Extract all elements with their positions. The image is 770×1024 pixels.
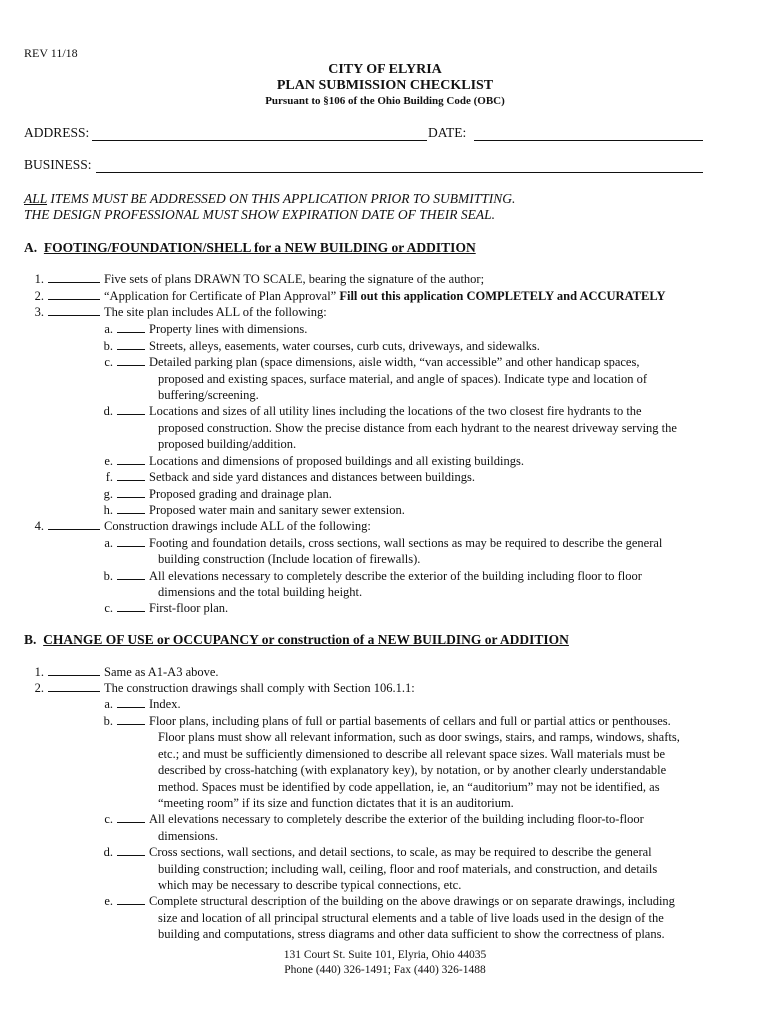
b2-sub-d: d. Cross sections, wall sections, and detail sections, to scale, as may be required to describe the general bbox=[103, 845, 652, 859]
a3-sub-f: f. Setback and side yard distances and distances between buildings. bbox=[105, 470, 475, 484]
b2-sub-b-cont: described by cross-hatching (with explanatory key), by notation, or by another clearly understandable bbox=[158, 763, 667, 777]
footer bbox=[0, 948, 770, 978]
b2-sub-d-cont: which may be necessary to describe typical connections, etc. bbox=[158, 878, 462, 892]
a4b-check-blank[interactable] bbox=[117, 568, 145, 580]
a3-sub-c-cont: buffering/screening. bbox=[158, 388, 259, 402]
section-a-heading: A. FOOTING/FOUNDATION/SHELL for a NEW BUILDING or ADDITION bbox=[24, 240, 476, 255]
b2c-check-blank[interactable] bbox=[117, 811, 145, 823]
a3g-check-blank[interactable] bbox=[117, 486, 145, 498]
a3b-check-blank[interactable] bbox=[117, 338, 145, 350]
revision-label: REV 11/18 bbox=[24, 46, 78, 60]
b2-sub-c-cont: dimensions. bbox=[158, 829, 219, 843]
b2-sub-b: b. Floor plans, including plans of full or partial basements of cellars and full or partial attics or penthouses. bbox=[103, 714, 671, 728]
a3e-check-blank[interactable] bbox=[117, 453, 145, 465]
a-item-2: 2. “Application for Certificate of Plan Approval” Fill out this application COMPLETELY and ACCURATELY bbox=[34, 289, 666, 303]
a4-sub-b: b. All elevations necessary to completely describe the exterior of the building including floor to floor bbox=[103, 569, 642, 583]
b-item-1: 1. Same as A1-A3 above. bbox=[34, 665, 219, 679]
b2-sub-c: c. All elevations necessary to completely describe the exterior of the building including floor-to-floor bbox=[104, 812, 644, 826]
a4a-check-blank[interactable] bbox=[117, 535, 145, 547]
footer-phone: Phone (440) 326-1491; Fax (440) 326-1488 bbox=[284, 964, 486, 976]
checklist-title: PLAN SUBMISSION CHECKLIST bbox=[276, 78, 494, 93]
a3-sub-b: b. Streets, alleys, easements, water courses, curb cuts, driveways, and sidewalks. bbox=[103, 339, 540, 353]
a3-sub-d: d. Locations and sizes of all utility lines including the locations of the two closest fire hydrants to the bbox=[103, 404, 642, 418]
notice-line-1: ALL ITEMS MUST BE ADDRESSED ON THIS APPLICATION PRIOR TO SUBMITTING. bbox=[24, 191, 516, 206]
a3-sub-g: g. Proposed grading and drainage plan. bbox=[103, 487, 332, 501]
a3a-check-blank[interactable] bbox=[117, 321, 145, 333]
a3-sub-c: c. Detailed parking plan (space dimensions, aisle width, “van accessible” and other handicap spaces, bbox=[104, 355, 640, 369]
a4-sub-a: a. Footing and foundation details, cross sections, wall sections as may be required to describe the general bbox=[104, 536, 663, 550]
b2-sub-a: a. Index. bbox=[104, 697, 181, 711]
a3f-check-blank[interactable] bbox=[117, 469, 145, 481]
a-item-3: 3. The site plan includes ALL of the following: bbox=[34, 305, 327, 319]
a4c-check-blank[interactable] bbox=[117, 600, 145, 612]
a4-check-blank[interactable] bbox=[48, 518, 100, 530]
a4-sub-a-cont: building construction (Include location of firewalls). bbox=[158, 552, 421, 566]
b2-sub-d-cont: building construction; including wall, ceiling, floor and roof materials, and construction, and details bbox=[158, 862, 658, 876]
a-item-1: 1. Five sets of plans DRAWN TO SCALE, bearing the signature of the author; bbox=[34, 272, 485, 286]
a3-sub-a: a. Property lines with dimensions. bbox=[104, 322, 308, 336]
date-field[interactable] bbox=[474, 140, 703, 141]
business-label: BUSINESS: bbox=[24, 157, 92, 172]
b2-sub-e-cont: size and location of all principal structural elements and a table of live loads used in the design of the bbox=[158, 911, 664, 925]
a-item-4: 4. Construction drawings include ALL of the following: bbox=[34, 519, 371, 533]
a3-sub-d-cont: proposed building/addition. bbox=[158, 437, 297, 451]
a2-check-blank[interactable] bbox=[48, 288, 100, 300]
b2a-check-blank[interactable] bbox=[117, 696, 145, 708]
page-title bbox=[0, 62, 770, 94]
address-field[interactable] bbox=[92, 140, 427, 141]
business-field[interactable] bbox=[96, 172, 703, 173]
notice-line-2: THE DESIGN PROFESSIONAL MUST SHOW EXPIRATION DATE OF THEIR SEAL. bbox=[24, 207, 495, 222]
a3d-check-blank[interactable] bbox=[117, 403, 145, 415]
b2-sub-b-cont: “meeting room” if its size and function dictates that it is an auditorium. bbox=[158, 796, 514, 810]
b2e-check-blank[interactable] bbox=[117, 893, 145, 905]
a3c-check-blank[interactable] bbox=[117, 354, 145, 366]
b2-sub-b-cont: Floor plans must show all relevant information, such as door swings, stairs, and ramps, windows, shafts, bbox=[158, 730, 680, 744]
a3h-check-blank[interactable] bbox=[117, 502, 145, 514]
b1-check-blank[interactable] bbox=[48, 664, 100, 676]
date-label: DATE: bbox=[428, 125, 467, 140]
b2d-check-blank[interactable] bbox=[117, 844, 145, 856]
b2-sub-b-cont: etc.; and must be sufficiently dimensioned to describe all relevant space sizes. Wall materials must be bbox=[158, 747, 666, 761]
a3-sub-d-cont: proposed construction. Show the precise distance from each hydrant to the nearest driveway serving the bbox=[158, 421, 677, 435]
b2b-check-blank[interactable] bbox=[117, 713, 145, 725]
a3-sub-h: h. Proposed water main and sanitary sewer extension. bbox=[103, 503, 405, 517]
city-name: CITY OF ELYRIA bbox=[328, 62, 442, 77]
b2-check-blank[interactable] bbox=[48, 680, 100, 692]
notice-all: ALL bbox=[24, 191, 48, 206]
section-b-heading: B. CHANGE OF USE or OCCUPANCY or construction of a NEW BUILDING or ADDITION bbox=[24, 632, 569, 647]
b-item-2: 2. The construction drawings shall comply with Section 106.1.1: bbox=[34, 681, 415, 695]
a4-sub-b-cont: dimensions and the total building height. bbox=[158, 585, 363, 599]
a1-check-blank[interactable] bbox=[48, 271, 100, 283]
address-label: ADDRESS: bbox=[24, 125, 90, 140]
a3-sub-e: e. Locations and dimensions of proposed buildings and all existing buildings. bbox=[104, 454, 524, 468]
b2-sub-e: e. Complete structural description of the building on the above drawings or on separate drawings, including bbox=[104, 894, 675, 908]
b2-sub-b-cont: method. Spaces must be identified by code appellation, ie, an “auditorium” may not be identified, as bbox=[158, 780, 660, 794]
footer-address: 131 Court St. Suite 101, Elyria, Ohio 44035 bbox=[283, 949, 487, 961]
a3-sub-c-cont: proposed and existing spaces, surface material, and angle of spaces). Indicate type and location of bbox=[158, 372, 648, 386]
a3-check-blank[interactable] bbox=[48, 304, 100, 316]
a4-sub-c: c. First-floor plan. bbox=[104, 601, 229, 615]
b2-sub-e-cont: building and computations, stress diagrams and other data sufficient to show the correctness of plans. bbox=[158, 927, 665, 941]
page-subtitle: Pursuant to §106 of the Ohio Building Code (OBC) bbox=[265, 95, 505, 107]
